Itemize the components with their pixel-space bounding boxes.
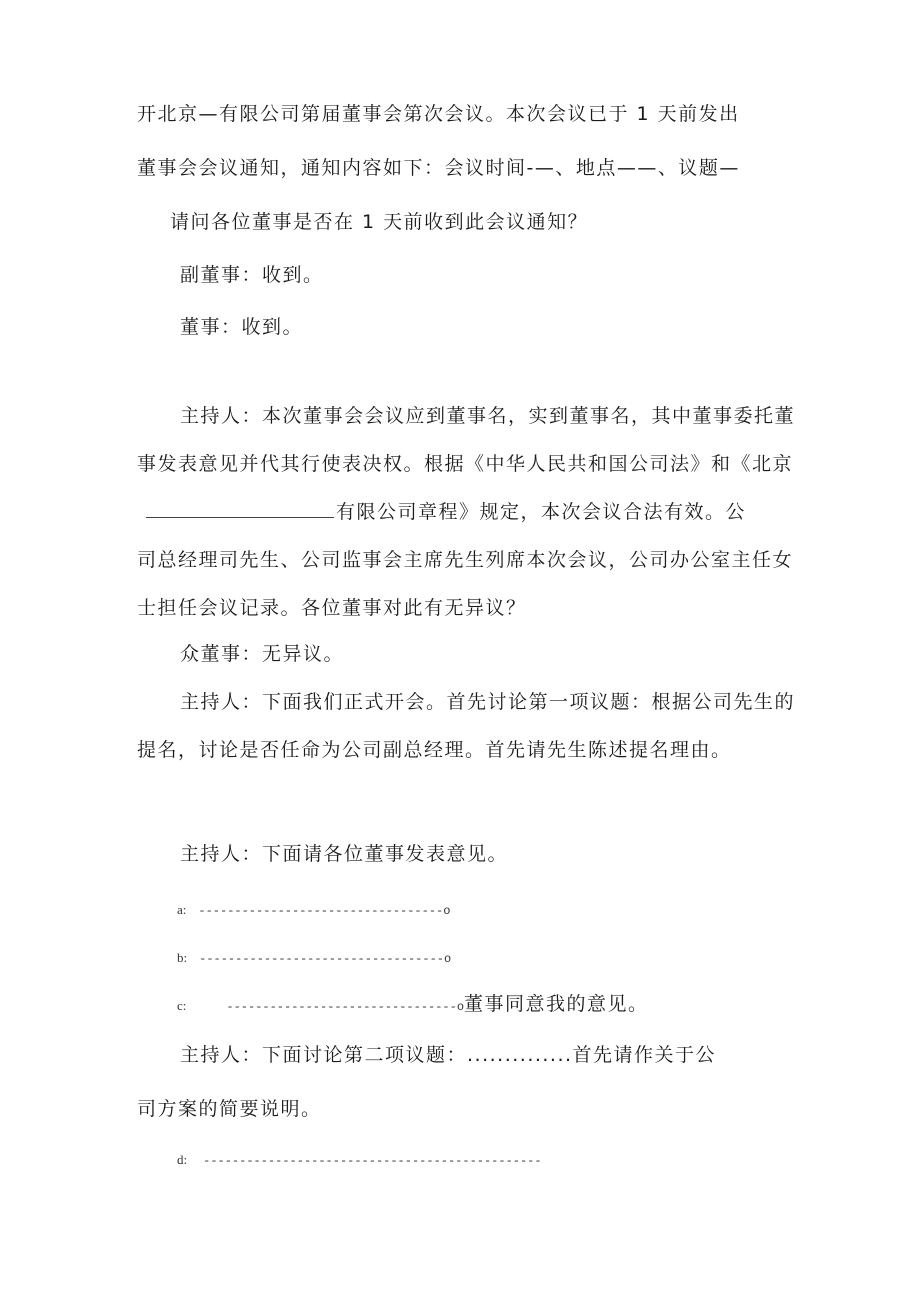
- paragraph-line: 主持人：下面请各位董事发表意见。: [180, 843, 509, 865]
- paragraph-line: 众董事：无异议。: [180, 643, 345, 665]
- paragraph-line: 董事会会议通知，通知内容如下：会议时间-—、地点——、议题—: [137, 157, 740, 179]
- opinion-label: b:: [177, 950, 188, 965]
- paragraph-line: 开北京—有限公司第届董事会第次会议。本次会议已于 1 天前发出: [137, 103, 740, 125]
- dash-run: ----------------------------------o: [198, 904, 451, 918]
- paragraph-line: 请问各位董事是否在 1 天前收到此会议通知？: [170, 211, 589, 233]
- dash-run: ----------------------------------o: [199, 952, 452, 966]
- dash-run: -----------------------------------------------: [203, 1154, 542, 1168]
- paragraph-line: 司方案的简要说明。: [137, 1098, 322, 1120]
- paragraph-text: 有限公司章程》规定，本次会议合法有效。公: [336, 501, 747, 523]
- paragraph-line: 提名，讨论是否任命为公司副总经理。首先请先生陈述提名理由。: [137, 739, 732, 761]
- paragraph-line: 主持人：本次董事会会议应到董事名，实到董事名，其中董事委托董: [180, 405, 796, 427]
- opinion-line-d: [177, 1146, 542, 1173]
- dash-run: --------------------------------o: [226, 1000, 465, 1014]
- paragraph-line: 士担任会议记录。各位董事对此有无异议？: [137, 597, 527, 619]
- paragraph-line: 董事：收到。: [180, 316, 304, 338]
- paragraph-line: 副董事：收到。: [180, 264, 324, 286]
- blank-underline: [146, 501, 334, 518]
- opinion-text: 董事同意我的意见。: [464, 993, 649, 1015]
- opinion-line-c: [177, 992, 649, 1019]
- opinion-line-a: [177, 896, 450, 923]
- opinion-label: d:: [177, 1152, 188, 1167]
- paragraph-line: 事发表意见并代其行使表决权。根据《中华人民共和国公司法》和《北京: [137, 453, 794, 475]
- paragraph-line: [146, 500, 746, 524]
- opinion-label: c:: [177, 998, 187, 1013]
- paragraph-line: 主持人：下面我们正式开会。首先讨论第一项议题：根据公司先生的: [180, 691, 796, 713]
- opinion-label: a:: [177, 902, 187, 917]
- paragraph-line: 司总经理司先生、公司监事会主席先生列席本次会议，公司办公室主任女: [137, 549, 794, 571]
- paragraph-line: 主持人：下面讨论第二项议题：..............首先请作关于公: [180, 1044, 717, 1066]
- opinion-line-b: [177, 944, 451, 971]
